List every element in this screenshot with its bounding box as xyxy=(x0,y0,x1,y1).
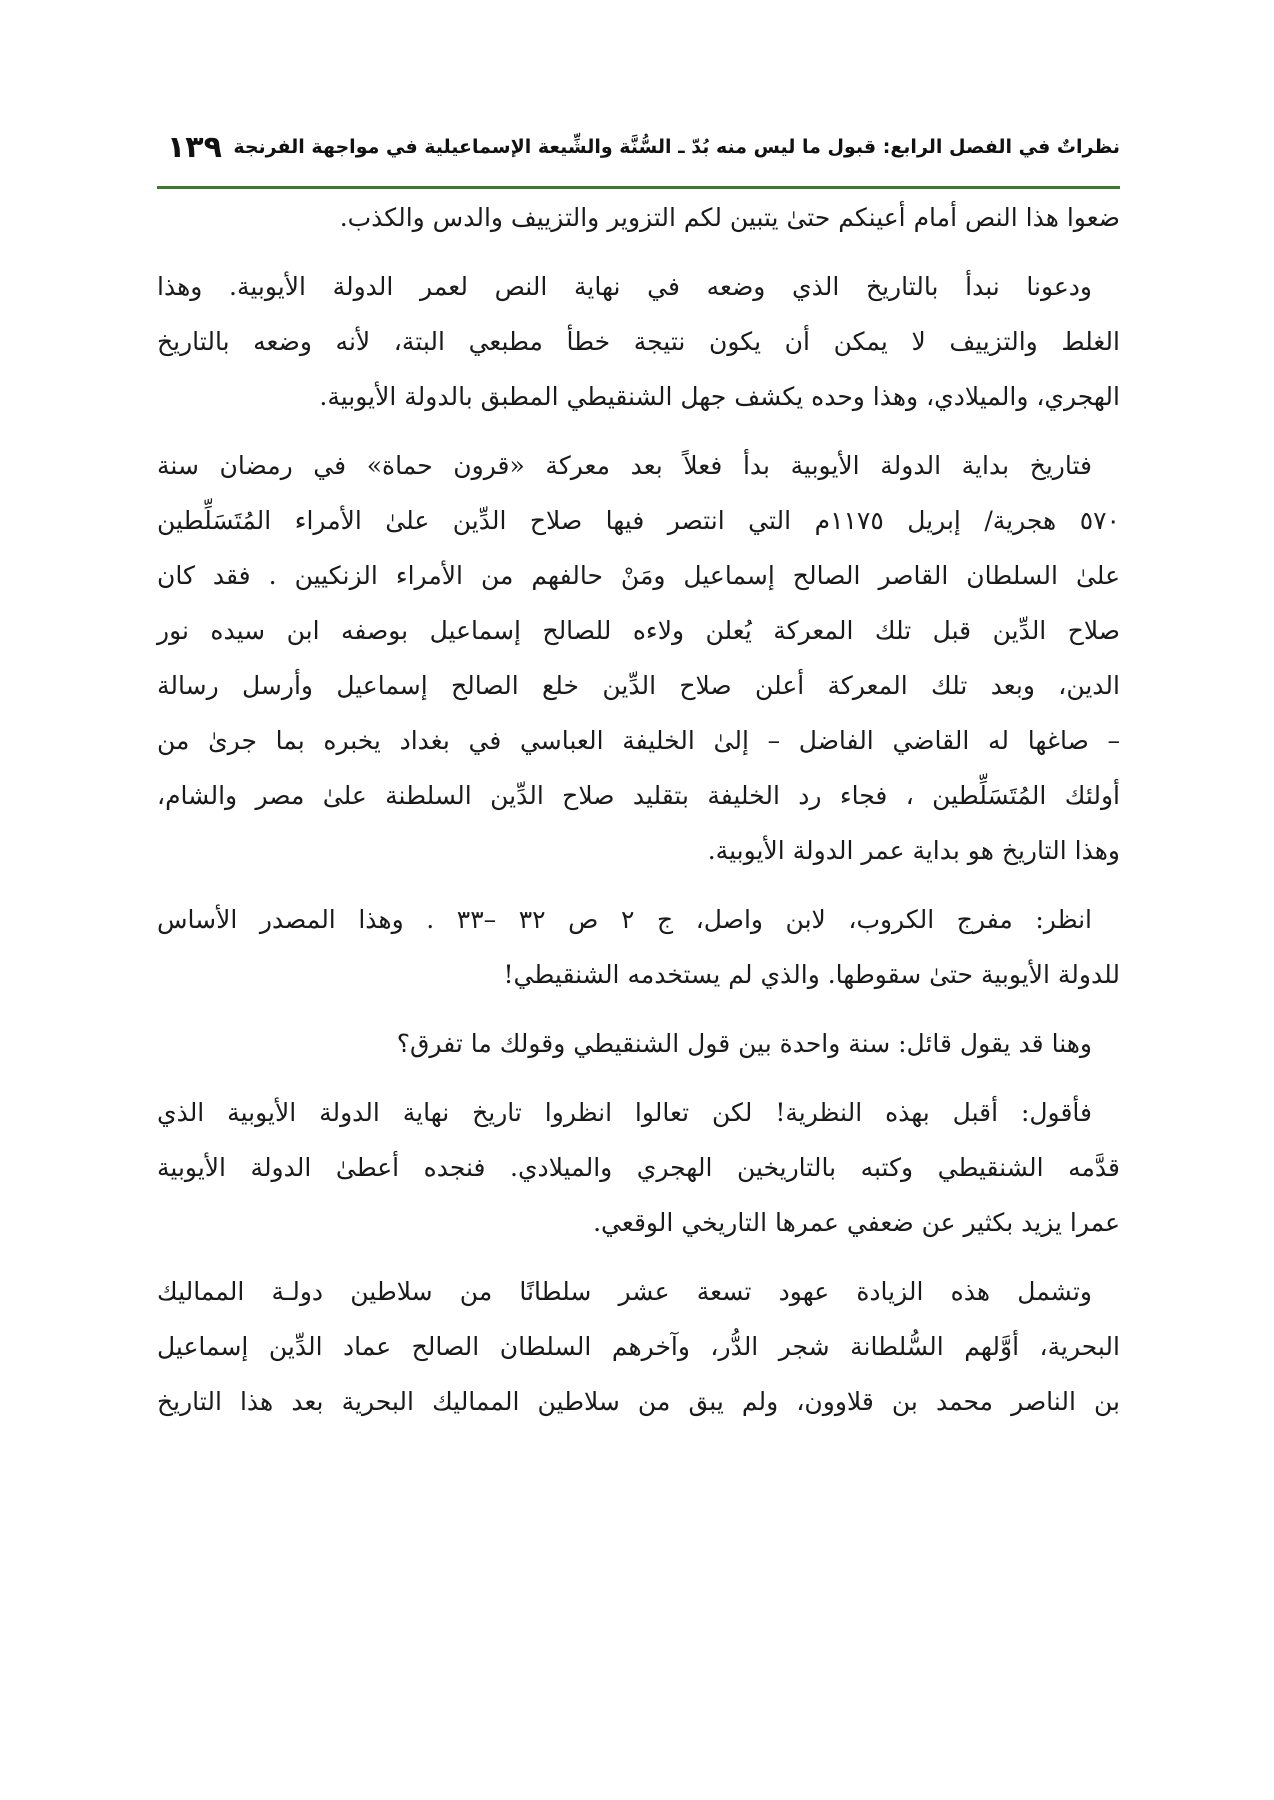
paragraph-5 xyxy=(157,1016,1120,1071)
running-title: نظراتٌ في الفصل الرابع: قبول ما ليس منه بُدّ ـ السُّنَّة والشِّيعة الإسماعيلية في مواجهة الفرنجة xyxy=(233,136,1120,158)
text-line: ٥٧٠ هجرية/ إبريل ١١٧٥م التي انتصر فيها صلاح الدِّين علىٰ الأمراء المُتَسَلِّطين xyxy=(157,506,1120,535)
text-line: للدولة الأيوبية حتىٰ سقوطها. والذي لم يستخدمه الشنقيطي! xyxy=(503,960,1120,989)
running-header xyxy=(157,130,1120,170)
paragraph-6 xyxy=(157,1085,1120,1250)
body-text xyxy=(157,186,1120,1443)
text-line: قدَّمه الشنقيطي وكتبه بالتاريخين الهجري والميلادي. فنجده أعطىٰ الدولة الأيوبية xyxy=(157,1153,1120,1182)
text-line: وتشمل هذه الزيادة عهود تسعة عشر سلطانًا من سلاطين دولـة المماليك xyxy=(157,1277,1092,1306)
paragraph-4 xyxy=(157,892,1120,1002)
text-line: فأقول: أقبل بهذه النظرية! لكن تعالوا انظروا تاريخ نهاية الدولة الأيوبية الذي xyxy=(157,1098,1092,1127)
text-line: وهذا التاريخ هو بداية عمر الدولة الأيوبية. xyxy=(707,836,1120,865)
text-line: وهنا قد يقول قائل: سنة واحدة بين قول الشنقيطي وقولك ما تفرق؟ xyxy=(396,1029,1092,1058)
text-line: بن الناصر محمد بن قلاوون، ولم يبق من سلاطين المماليك البحرية بعد هذا التاريخ xyxy=(157,1387,1120,1416)
paragraph-1 xyxy=(157,190,1120,245)
text-line: ضعوا هذا النص أمام أعينكم حتىٰ يتبين لكم التزوير والتزييف والدس والكذب. xyxy=(339,203,1120,232)
text-line: – صاغها له القاضي الفاضل – إلىٰ الخليفة العباسي في بغداد يخبره بما جرىٰ من xyxy=(157,726,1120,755)
text-line: ودعونا نبدأ بالتاريخ الذي وضعه في نهاية النص لعمر الدولة الأيوبية. وهذا xyxy=(157,272,1092,301)
page-number: ١٣٩ xyxy=(167,130,222,165)
text-line: أولئك المُتَسَلِّطين ، فجاء رد الخليفة بتقليد صلاح الدِّين السلطنة علىٰ مصر والشام، xyxy=(157,781,1120,810)
paragraph-3 xyxy=(157,438,1120,878)
text-line: الهجري، والميلادي، وهذا وحده يكشف جهل الشنقيطي المطبق بالدولة الأيوبية. xyxy=(319,382,1120,411)
text-line: البحرية، أوَّلهم السُّلطانة شجر الدُّر، وآخرهم السلطان الصالح عماد الدِّين إسماعيل xyxy=(157,1332,1120,1361)
paragraph-2 xyxy=(157,259,1120,424)
text-line: عمرا يزيد بكثير عن ضعفي عمرها التاريخي الوقعي. xyxy=(593,1208,1120,1237)
text-line: الدين، وبعد تلك المعركة أعلن صلاح الدِّين خلع الصالح إسماعيل وأرسل رسالة xyxy=(157,671,1120,700)
text-line: الغلط والتزييف لا يمكن أن يكون نتيجة خطأ مطبعي البتة، لأنه وضعه بالتاريخ xyxy=(157,327,1120,356)
text-line: صلاح الدِّين قبل تلك المعركة يُعلن ولاءه للصالح إسماعيل بوصفه ابن سيده نور xyxy=(157,616,1120,645)
paragraph-7 xyxy=(157,1264,1120,1429)
text-line: فتاريخ بداية الدولة الأيوبية بدأ فعلاً بعد معركة «قرون حماة» في رمضان سنة xyxy=(157,451,1092,480)
text-line: علىٰ السلطان القاصر الصالح إسماعيل ومَنْ حالفهم من الأمراء الزنكيين . فقد كان xyxy=(157,561,1120,590)
text-line: انظر: مفرج الكروب، لابن واصل، ج ٢ ص ٣٢ –٣٣ . وهذا المصدر الأساس xyxy=(157,905,1092,934)
